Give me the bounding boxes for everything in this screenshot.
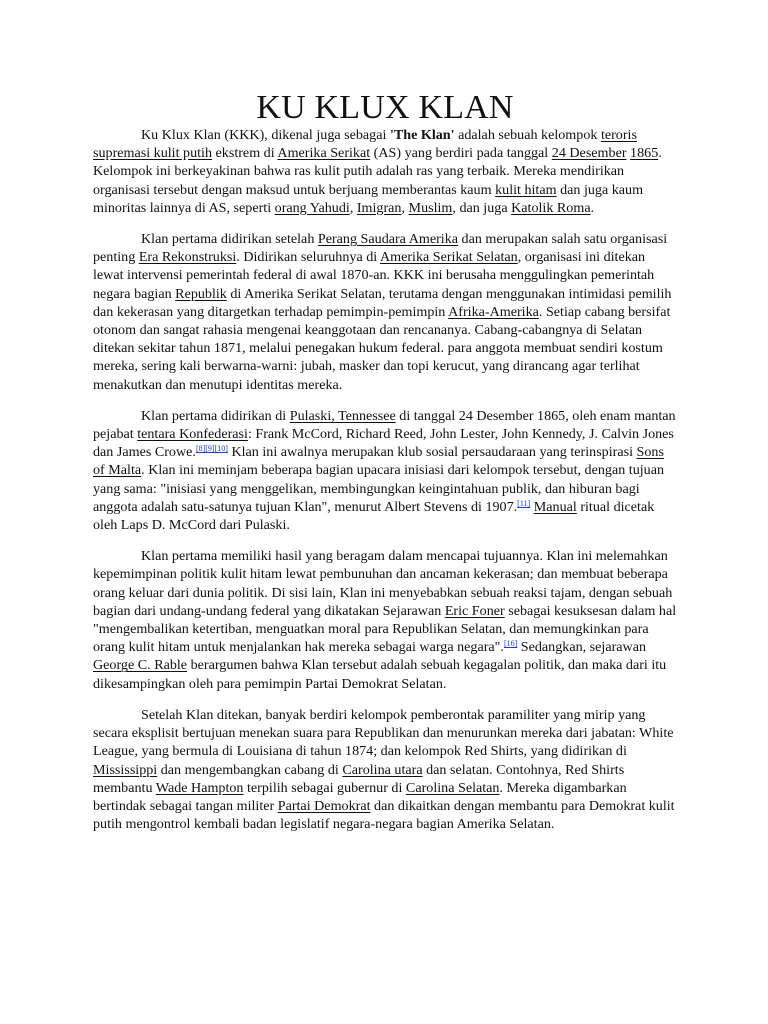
text: di Amerika Serikat Selatan, terutama dengan menggunakan intimidasi pemilih dan kekerasan yang ditargetkan terhadap pemimpin-pemimpin <box>93 285 672 320</box>
text: Setelah Klan ditekan, banyak berdiri kelompok pemberontak paramiliter yang mirip yang secara eksplisit bertujuan menekan suara para Republikan dan menurunkan mereka dari jabatan: White League, yang bermula di Louisiana di tahun 1874; dan kelompok Red Shirts, yang didirikan di <box>93 706 674 760</box>
link-amerika-serikat[interactable]: Amerika Serikat <box>277 145 371 162</box>
link-orang-yahudi[interactable]: orang Yahudi <box>274 199 350 216</box>
text: . Kelompok ini berkeyakinan bahwa ras kulit putih adalah ras yang terbaik. Mereka mendirikan organisasi tersebut dengan maksud untuk berjuang memberantas kaum <box>93 145 662 198</box>
paragraph-aftermath <box>93 706 677 833</box>
text: terpilih sebagai gubernur di <box>243 779 406 796</box>
link-kulit-hitam[interactable]: kulit hitam <box>495 181 557 198</box>
text: : Frank McCord, Richard Reed, John Lester, John Kennedy, J. Calvin Jones dan James Crowe. <box>93 426 674 461</box>
text: Klan pertama didirikan setelah <box>141 231 318 248</box>
text: dan mengembangkan cabang di <box>157 761 343 778</box>
text: . Didirikan seluruhnya di <box>236 249 380 266</box>
link-carolina-selatan[interactable]: Carolina Selatan <box>405 779 500 796</box>
text: Klan pertama didirikan di <box>141 407 290 424</box>
link-eric-foner[interactable]: Eric Foner <box>444 602 505 619</box>
paragraph-first-klan <box>93 230 677 394</box>
paragraph-intro <box>93 126 677 217</box>
text: (AS) yang berdiri pada tanggal <box>370 145 552 162</box>
citation-link[interactable]: [11] <box>517 498 531 508</box>
citation-link[interactable]: [8] <box>195 444 206 454</box>
citation-link[interactable]: [10] <box>214 444 228 454</box>
text: , dan juga <box>452 199 512 216</box>
text: , <box>349 199 357 216</box>
text: dan merupakan salah satu organisasi penting <box>93 231 668 266</box>
text: . <box>590 199 595 216</box>
link-tentara-konfederasi[interactable]: tentara Konfederasi <box>137 426 248 443</box>
link-partai-demokrat[interactable]: Partai Demokrat <box>277 797 371 814</box>
link-george-c-rable[interactable]: George C. Rable <box>93 657 188 674</box>
text: Sedangkan, sejarawan <box>517 639 647 656</box>
text: . Mereka digambarkan bertindak sebagai tangan militer <box>93 779 627 814</box>
text: di tanggal 24 Desember 1865, oleh enam mantan pejabat <box>93 407 676 443</box>
text: dan dikaitkan dengan membantu para Demokrat kulit putih mengontrol kembali badan legislatif negara-negara bagian Amerika Selatan. <box>93 797 675 833</box>
text: . Setiap cabang bersifat otonom dan sangat rahasia mengenai keanggotaan dan rencananya. Cabang-cabangnya di Selatan ditekan sekitar tahun 1871, melalui penegakan hukum federal. para anggota membuat sendiri kostum mereka, sering kali berwarna-warni: jubah, masker dan topi kerucut, yang dirancang agar terlihat menakutkan dan menutupi identitas mereka. <box>93 303 671 393</box>
link-afrika-amerika[interactable]: Afrika-Amerika <box>448 303 539 320</box>
link-muslim[interactable]: Muslim <box>408 199 453 216</box>
page-title: KU KLUX KLAN <box>256 89 514 126</box>
text: dan juga kaum minoritas lainnya di AS, seperti <box>93 181 644 216</box>
citation-link[interactable]: [9] <box>205 444 215 454</box>
text: dan selatan. Contohnya, Red Shirts membantu <box>93 761 625 796</box>
link-mississippi[interactable]: Mississippi <box>93 761 158 778</box>
link-perang-saudara-amerika[interactable]: Perang Saudara Amerika <box>317 231 458 248</box>
link-carolina-utara[interactable]: Carolina utara <box>342 761 423 778</box>
paragraph-founding <box>93 407 677 534</box>
document-page <box>93 88 677 846</box>
text: sebagai kesuksesan dalam hal "mengembalikan ketertiban, menguatkan moral para Republikan Selatan, dan memungkinkan para orang kulit hitam untuk menjalankan hak mereka sebagai warga negara". <box>93 602 677 656</box>
text: ritual dicetak oleh Laps D. McCord dari Pulaski. <box>93 498 655 534</box>
text: . Klan ini meminjam beberapa bagian upacara inisiasi dari kelompok tersebut, dengan tujuan yang sama: "inisiasi yang menggelikan, membingungkan keingintahuan publik, dan hiburan bagi anggota adalah satu-satunya tujuan Klan", menurut Albert Stevens di 1907. <box>93 462 665 515</box>
link-manual[interactable]: Manual <box>533 498 577 515</box>
link-pulaski-tennessee[interactable]: Pulaski, Tennessee <box>289 407 396 424</box>
text: , <box>401 199 409 216</box>
text: adalah sebuah kelompok <box>454 127 601 143</box>
text: , organisasi ini ditekan lewat intervensi pemerintah federal di awal 1870-an. KKK ini berusaha menggulingkan pemerintah negara bagian <box>93 249 655 302</box>
link-katolik-roma[interactable]: Katolik Roma <box>511 199 591 216</box>
paragraph-results <box>93 547 677 693</box>
link-imigran[interactable]: Imigran <box>356 199 402 216</box>
link-sons-of-malta[interactable]: Sons of Malta <box>93 444 664 479</box>
text: ekstrem di <box>212 145 278 162</box>
link-24-desember[interactable]: 24 Desember <box>551 145 627 162</box>
text: berargumen bahwa Klan tersebut adalah sebuah kegagalan politik, dan maka dari itu dikesampingkan oleh para pemimpin Partai Demokrat Selatan. <box>93 657 667 692</box>
citation-group <box>504 639 517 648</box>
link-republik[interactable]: Republik <box>175 285 227 302</box>
text: Klan pertama memiliki hasil yang beragam dalam mencapai tujuannya. Klan ini melemahkan kepemimpinan politik kulit hitam lewat pembunuhan dan ancaman kekerasan; dan membuat beberapa orang keluar dari dunia politik. Di sisi lain, Klan ini menyebabkan sebuah reaksi tajam, dengan sebuah bagian dari undang-undang federal yang dikatakan Sejarawan <box>93 548 673 619</box>
citation-link[interactable]: [16] <box>503 639 518 649</box>
link-supremasi-kulit-putih[interactable]: supremasi kulit putih <box>93 145 213 162</box>
bold-term: 'The Klan' <box>389 127 455 143</box>
citation-group <box>196 444 228 453</box>
link-era-rekonstruksi[interactable]: Era Rekonstruksi <box>138 249 237 266</box>
citation-group <box>517 499 530 508</box>
text: Klan ini awalnya merupakan klub sosial persaudaraan yang terinspirasi <box>227 444 637 461</box>
text: Ku Klux Klan (KKK), dikenal juga sebagai <box>141 127 390 143</box>
link-wade-hampton[interactable]: Wade Hampton <box>155 779 244 796</box>
link-1865[interactable]: 1865 <box>630 145 659 162</box>
link-teroris[interactable]: teroris <box>600 127 637 143</box>
link-amerika-serikat-selatan[interactable]: Amerika Serikat Selatan <box>379 249 518 266</box>
